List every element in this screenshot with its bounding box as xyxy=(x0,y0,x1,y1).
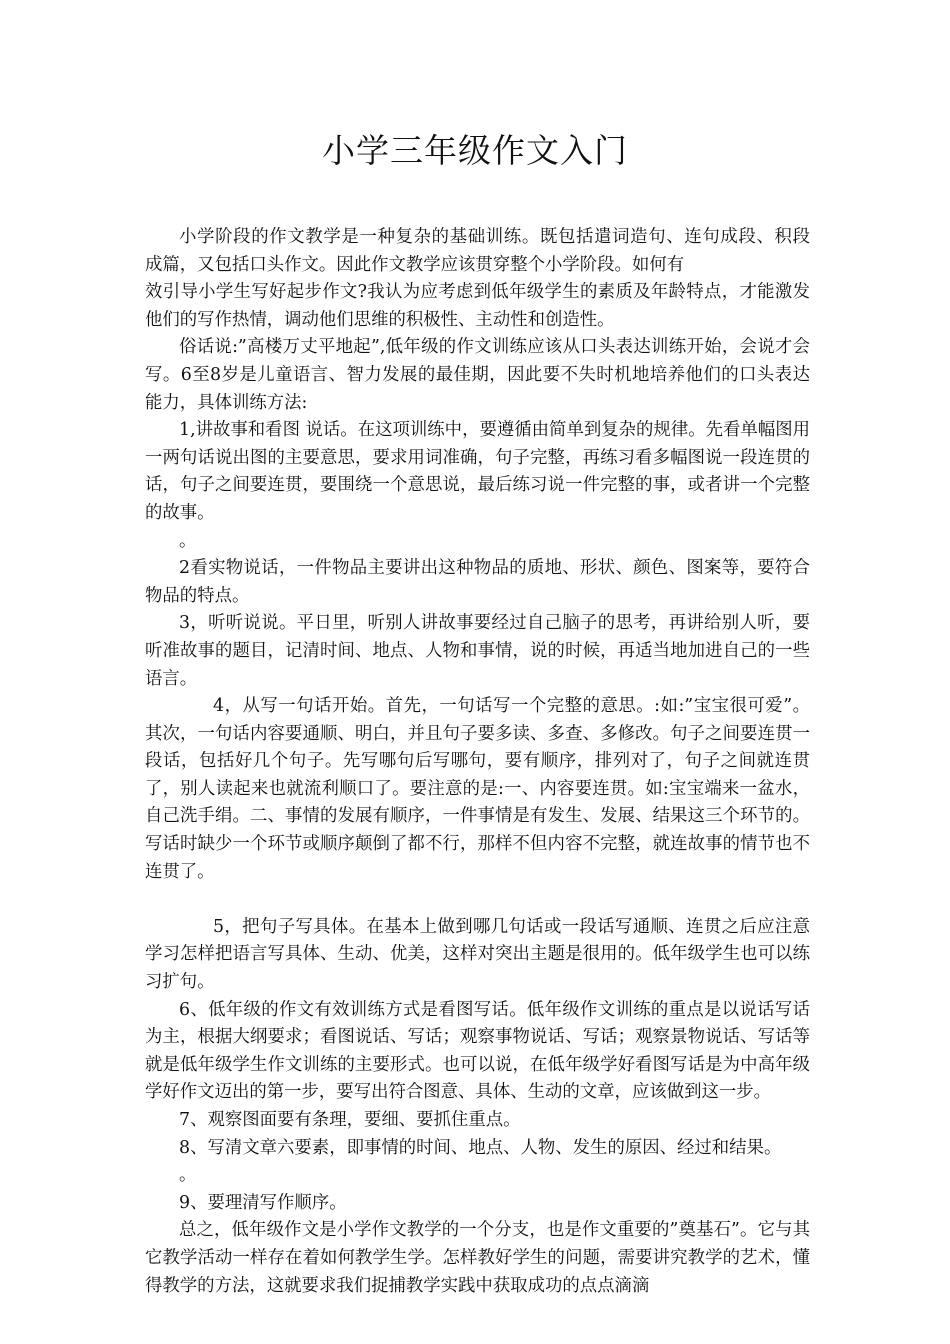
document-body xyxy=(145,224,810,1300)
paragraph-intro-continued: 效引导小学生写好起步作文?我认为应考虑到低年级学生的素质及年龄特点，才能激发他们的写作热情，调动他们思维的积极性、主动性和创造性。 xyxy=(145,282,810,330)
document-title: 小学三年级作文入门 xyxy=(322,131,628,170)
paragraph-method-6: 6、低年级的作文有效训练方式是看图写话。低年级作文训练的重点是以说话写话为主，根据大纲要求；看图说话、写话；观察事物说话、写话；观察景物说话、写话等就是低年级学生作文训练的主要形式。也可以说，在低年级学好看图写话是为中高年级学好作文迈出的第一步，要写出符合图意、具体、生动的文章，应该做到这一步。 xyxy=(145,999,810,1103)
paragraph-method-5: 5，把句子写具体。在基本上做到哪几句话或一段话写通顺、连贯之后应注意学习怎样把语言写具体、生动、优美，这样对突出主题是很用的。低年级学生也可以练习扩句。 xyxy=(145,916,810,993)
paragraph-method-8: 8、写清文章六要素，即事情的时间、地点、人物、发生的原因、经过和结果。 xyxy=(179,1137,782,1158)
paragraph-method-1: 1,讲故事和看图 说话。在这项训练中，要遵循由简单到复杂的规律。先看单幅图用一两句话说出图的主要意思，要求用词准确，句子完整，再练习看多幅图说一段连贯的话，句子之间要连贯，要围绕一个意思说，最后练习说一件完整的事，或者讲一个完整的故事。 xyxy=(145,420,810,523)
paragraph-stray-mark: 。 xyxy=(179,530,197,551)
paragraph-stray-mark-2: 。 xyxy=(179,1165,197,1186)
paragraph-method-4: 4，从写一句话开始。首先，一句话写一个完整的意思。:如:”宝宝很可爱”。其次，一句话内容要通顺、明白，并且句子要多读、多查、多修改。句子之间要连贯一段话，包括好几个句子。先写哪句后写哪句，要有顺序，排列对了，句子之间就连贯了，别人读起来也就流利顺口了。要注意的是:一、内容要连贯。如:宝宝端来一盆水，自己洗手绢。二、事情的发展有顺序，一件事情是有发生、发展、结果这三个环节的。写话时缺少一个环节或顺序颠倒了都不行，那样不但内容不完整，就连故事的情节也不连贯了。 xyxy=(145,696,810,882)
paragraph-method-3: 3，听听说说。平日里，听别人讲故事要经过自己脑子的思考，再讲给别人听，要听准故事的题目，记清时间、地点、人物和事情，说的时候，再适当地加进自己的一些语言。 xyxy=(145,613,810,689)
paragraph-proverb: 俗话说:”高楼万丈平地起”,低年级的作文训练应该从口头表达训练开始，会说才会写。6至8岁是儿童语言、智力发展的最佳期，因此要不失时机地培养他们的口头表达能力，具体训练方法: xyxy=(145,337,810,413)
paragraph-intro: 小学阶段的作文教学是一种复杂的基础训练。既包括遣词造句、连句成段、积段 成篇，又包括口头作文。因此作文教学应该贯穿整个小学阶段。如何有 xyxy=(145,227,810,275)
paragraph-method-7: 7、观察图面要有条理，要细、要抓住重点。 xyxy=(179,1110,521,1130)
blank-line xyxy=(145,886,810,914)
paragraph-method-9: 9、要理清写作顺序。 xyxy=(179,1192,347,1213)
paragraph-method-2: 2看实物说话，一件物品主要讲出这种物品的质地、形状、颜色、图案等，要符合物品的特点。 xyxy=(145,558,810,606)
paragraph-conclusion: 总之，低年级作文是小学作文教学的一个分支，也是作文重要的”奠基石”。它与其它教学活动一样存在着如何教学生学。怎样教好学生的问题，需要讲究教学的艺术，懂得教学的方法，这就要求我们捉捕教学实践中获取成功的点点滴滴 xyxy=(145,1220,810,1296)
